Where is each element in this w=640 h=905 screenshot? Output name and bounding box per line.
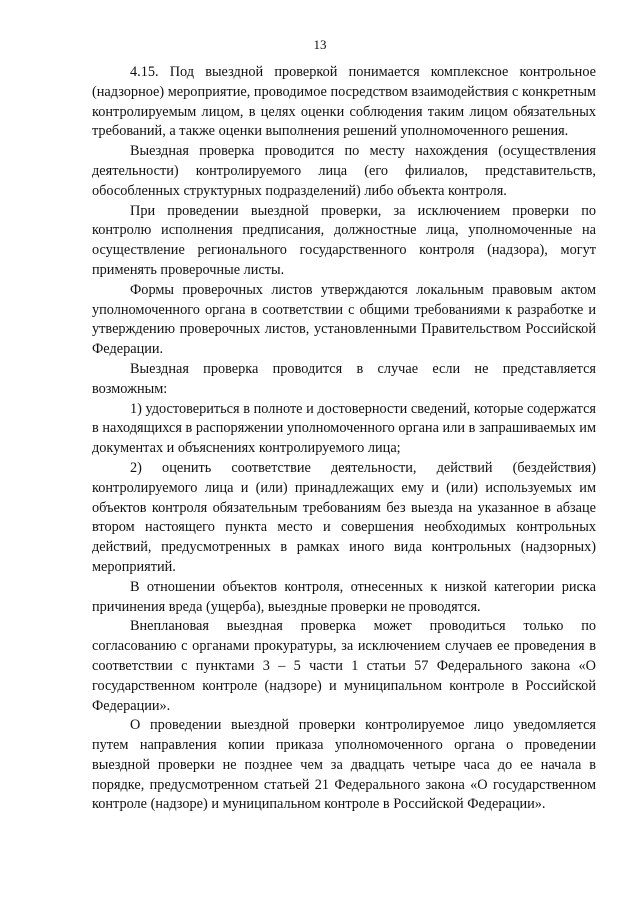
paragraph-checklists: При проведении выездной проверки, за исключением проверки по контролю исполнения предписания, должностные лица, уполномоченные на осуществление регионального государственного контроля (надзора), могут применять проверочные листы. [92,202,596,278]
paragraph-4-15-definition: 4.15. Под выездной проверкой понимается комплексное контрольное (надзорное) мероприятие, проводимое посредством взаимодействия с конкретным контролируемым лицом, в целях оценки соблюдения таким лицом обязательных требований, а также оценки выполнения решений уполномоченного решения. [92,64,596,140]
page-number: 13 [313,37,327,52]
document-body [92,63,596,815]
paragraph-unscheduled: Внеплановая выездная проверка может проводиться только по согласованию с органами прокуратуры, за исключением случаев ее проведения в соответствии с пунктами 3 – 5 части 1 статьи 57 Федерального закона «О государственном контроле (надзоре) и муниципальном контроле в Российской Федерации». [92,618,596,714]
paragraph-conditions-intro: Выездная проверка проводится в случае если не представляется возможным: [92,360,596,397]
paragraph-notification: О проведении выездной проверки контролируемое лицо уведомляется путем направления копии приказа уполномоченного органа о проведении выездной проверки не позднее чем за двадцать четыре часа до ее начала в порядке, предусмотренном статьей 21 Федерального закона «О государственном контроле (надзоре) и муниципальном контроле в Российской Федерации». [92,717,596,813]
list-item-2: 2) оценить соответствие деятельности, действий (бездействия) контролируемого лица и (или) принадлежащих ему и (или) используемых им объектов контроля обязательным требованиям без выезда на указанное в абзаце втором настоящего пункта место и совершения необходимых контрольных действий, предусмотренных в рамках иного вида контрольных (надзорных) мероприятий. [92,459,596,575]
paragraph-location: Выездная проверка проводится по месту нахождения (осуществления деятельности) контролируемого лица (его филиалов, представительств, обособленных структурных подразделений) либо объекта контроля. [92,143,596,199]
list-item-1: 1) удостовериться в полноте и достоверности сведений, которые содержатся в находящихся в распоряжении уполномоченного органа или в запрашиваемых им документах и объяснениях контролируемого лица; [92,400,596,457]
paragraph-low-risk: В отношении объектов контроля, отнесенных к низкой категории риска причинения вреда (ущерба), выездные проверки не проводятся. [92,578,596,615]
paragraph-checklist-forms: Формы проверочных листов утверждаются локальным правовым актом уполномоченного органа в соответствии с общими требованиями к разработке и утверждению проверочных листов, установленными Правительством Российской Федерации. [92,281,596,358]
